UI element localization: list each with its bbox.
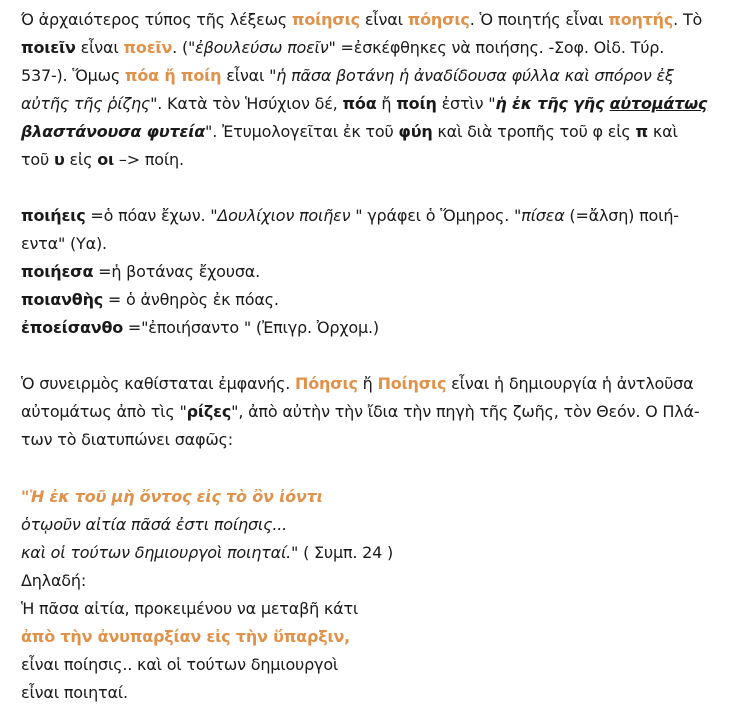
- p1-line-3: [21, 66, 674, 86]
- term-poiesis-cap: Ποίησις: [377, 374, 447, 393]
- term-oi: οι: [97, 150, 115, 169]
- text: εἶναι ἡ δημιουργία ἡ ἀντλοῦσα: [446, 374, 694, 393]
- text: εἶναι ποίησις.. καὶ οἱ τούτων δημιουργοὶ: [21, 655, 339, 674]
- quote-italic: πίσεα: [521, 206, 565, 225]
- text: " =ἐσκέφθηκες νὰ ποιήσης. -Σοφ. Οἰδ. Τύρ.: [328, 38, 665, 57]
- p2-line-5: [21, 318, 379, 338]
- quote-italic: ἡ πᾶσα βοτάνη ἡ ἀναδίδουσα φύλλα καὶ σπόρον ἐξ: [276, 66, 674, 85]
- term-poetes: ποητής: [608, 10, 674, 29]
- p3-line-1: [21, 374, 693, 394]
- text: . Ὁ ποιητής εἶναι: [469, 10, 609, 29]
- text: Δηλαδή:: [21, 571, 87, 590]
- text: (=ἄλση) ποιή-: [564, 206, 679, 225]
- text: Ὁ συνειρμὸς καθίσταται ἐμφανής.: [21, 374, 296, 393]
- text: ἤ: [376, 94, 397, 113]
- quote-line-2: [21, 515, 287, 535]
- quote-line-8: [21, 683, 128, 703]
- quote-line-3: [21, 543, 393, 563]
- term-poieesa: ποιήεσα: [21, 262, 94, 281]
- p2-line-2: [21, 234, 107, 254]
- quote-highlight: Ἡ ἐκ τοῦ μὴ ὄντος εἰς τὸ ὂν ἰόντι: [29, 487, 323, 506]
- term-poesis-cap: Πόησις: [295, 374, 358, 393]
- text: εἶναι: [75, 38, 124, 57]
- quote-italic: αὐτῆς τῆς ῥίζης: [21, 94, 151, 113]
- quote-italic: ἐβουλεύσω ποεῖν: [195, 38, 329, 57]
- text: =ἡ βοτάνας ἔχουσα.: [93, 262, 261, 281]
- p1-line-1: [21, 10, 702, 30]
- p1-line-5: [21, 122, 678, 142]
- p3-line-2: [21, 402, 699, 422]
- term-pi: π: [635, 122, 648, 141]
- quote-line-7: [21, 655, 338, 675]
- p2-line-4: [21, 290, 279, 310]
- text: αὐτομάτως ἀπὸ τὶς ": [21, 402, 187, 421]
- term-poein: ποεῖν: [123, 38, 173, 57]
- quote-line-5: [21, 599, 358, 619]
- citation: " ( Συμπ. 24 ): [291, 543, 394, 562]
- quote-bold-italic: βλαστάνουσα φυτεία: [21, 122, 206, 141]
- quote-line-1: [21, 487, 323, 507]
- text: εἰς: [64, 150, 98, 169]
- term-poiesis: ποίησις: [291, 10, 360, 29]
- p1-line-4: [21, 94, 707, 114]
- text: –> ποίη.: [114, 150, 184, 169]
- quote-mark: ": [21, 487, 30, 506]
- quote-italic: ὁτῳοῦν αἰτία πᾶσά ἐστι ποίησις...: [21, 515, 287, 534]
- text: τοῦ: [21, 150, 54, 169]
- quote-italic: Δουλίχιον ποιῆεν: [217, 206, 351, 225]
- p1-line-6: [21, 150, 184, 170]
- text: Ό ἀρχαιότερος τύπος τῆς λέξεως: [21, 10, 292, 29]
- p1-line-2: [21, 38, 664, 58]
- text: = ὁ ἀνθηρὸς ἐκ πόας.: [103, 290, 279, 309]
- term-poieeis: ποιήεις: [21, 206, 86, 225]
- term-poianthes: ποιανθὴς: [21, 290, 104, 309]
- text: καὶ διὰ τροπῆς τοῦ φ εἰς: [432, 122, 636, 141]
- term-poa: πόα: [342, 94, 377, 113]
- text: εἶναι ": [221, 66, 277, 85]
- quote-underlined: αὐτομάτως: [609, 94, 708, 113]
- quote-italic: καὶ οἱ τούτων δημιουργοὶ ποιηταί.: [21, 543, 292, 562]
- text: εἶναι ποιηταί.: [21, 683, 128, 702]
- text: ἤ: [357, 374, 378, 393]
- quote-line-4: [21, 571, 86, 591]
- text: των τὸ διατυπώνει σαφῶς:: [21, 430, 233, 449]
- text: . Τὸ: [673, 10, 703, 29]
- quote-line-6: [21, 627, 350, 647]
- text: ". Κατὰ τὸν Ἡσύχιον δέ,: [150, 94, 343, 113]
- p2-line-3: [21, 262, 260, 282]
- quote-bold-italic: ἡ ἐκ τῆς γῆς: [495, 94, 610, 113]
- term-poie: ποίη: [396, 94, 437, 113]
- text: ="ἐποιήσαντο " (Ἐπιγρ. Ὀρχομ.): [123, 318, 379, 337]
- text: Ἡ πᾶσα αἰτία, προκειμένου να μεταβῆ κάτι: [21, 599, 359, 618]
- text: . (": [172, 38, 196, 57]
- text: ". Ἐτυμολογεῖται ἐκ τοῦ: [205, 122, 399, 141]
- highlight-phrase: ἀπὸ τὴν ἀνυπαρξίαν εἰς τὴν ὕπαρξιν,: [21, 627, 351, 646]
- text: εἶναι: [359, 10, 408, 29]
- term-fye: φύη: [398, 122, 433, 141]
- text: καὶ: [647, 122, 678, 141]
- text: ἐστὶν ": [436, 94, 496, 113]
- p3-line-3: [21, 430, 233, 450]
- term-poiein: ποιεῖν: [21, 38, 76, 57]
- term-poa-poie: πόα ἤ ποίη: [124, 66, 222, 85]
- p2-line-1: [21, 206, 679, 226]
- term-poesis: πόησις: [407, 10, 470, 29]
- text: 537-). Ὅμως: [21, 66, 125, 85]
- term-ypsilon: υ: [53, 150, 65, 169]
- text: ", ἀπὸ αὐτὴν τὴν ἴδια τὴν πηγὴ τῆς ζωῆς, τὸν Θεόν. Ο Πλά-: [231, 402, 700, 421]
- text: " γράφει ὁ Ὅμηρος. ": [350, 206, 522, 225]
- text: εντα" (Υα).: [21, 234, 107, 253]
- term-epoeisantho: ἐποείσανθο: [21, 318, 124, 337]
- term-rizes: ρίζες: [186, 402, 232, 421]
- text: =ὁ πόαν ἔχων. ": [85, 206, 218, 225]
